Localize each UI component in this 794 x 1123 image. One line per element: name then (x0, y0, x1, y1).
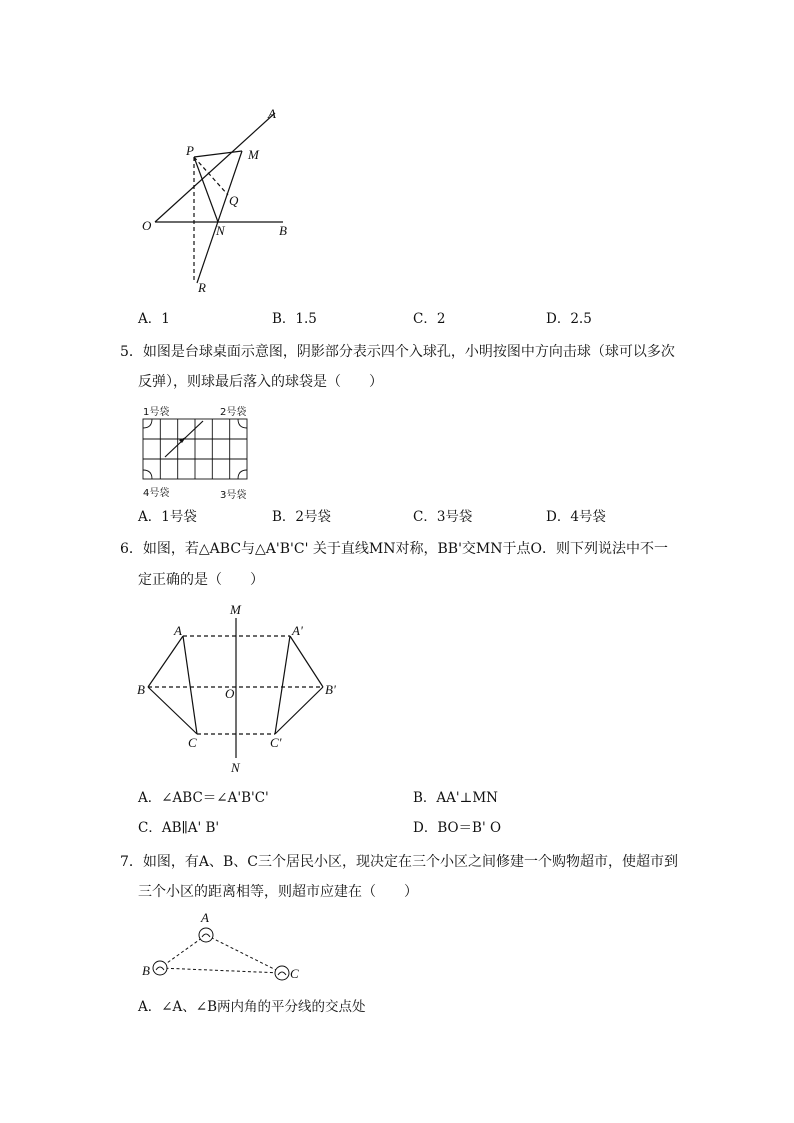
label-q: Q (229, 193, 239, 208)
label-b-prime: B' (325, 682, 336, 697)
label-n: N (231, 760, 240, 775)
q6-stem-line2: 定正确的是（ ） (138, 572, 264, 588)
segment-ac-dashed (206, 935, 282, 973)
segment-ab-dashed (160, 935, 206, 968)
q4-option-d[interactable]: D．2.5 (546, 311, 592, 327)
q4-option-c[interactable]: C．2 (413, 311, 446, 327)
q6-option-c[interactable]: C．AB∥A' B' (138, 820, 220, 836)
q5-option-d[interactable]: D．4号袋 (546, 509, 606, 525)
label-b: B (279, 223, 287, 238)
pocket-3 (238, 470, 247, 479)
q4-figure (130, 100, 300, 300)
q6-option-b[interactable]: B．AA'⊥MN (413, 790, 498, 806)
q6-option-d[interactable]: D．BO＝B' O (413, 820, 502, 836)
pocket-4-label: 4号袋 (143, 488, 170, 499)
segment-bc-dashed (160, 968, 282, 973)
label-c: C (290, 966, 299, 981)
segment-bc (148, 687, 197, 734)
label-o: O (142, 218, 152, 233)
segment-ab (148, 636, 183, 687)
area-c-circle (275, 966, 289, 980)
label-m: M (248, 147, 259, 162)
label-b: B (137, 682, 145, 697)
ray-oa (155, 113, 275, 222)
label-c-prime: C' (270, 735, 282, 750)
label-a-prime: A' (292, 623, 303, 638)
q6-option-a[interactable]: A．∠ABC＝∠A'B'C' (138, 790, 269, 806)
area-b-circle (153, 961, 167, 975)
label-a: A (268, 106, 276, 121)
label-m: M (230, 602, 241, 617)
pocket-3-label: 3号袋 (220, 490, 247, 501)
label-p: P (186, 143, 194, 158)
segment-ac (183, 636, 197, 734)
pocket-2 (238, 419, 247, 428)
q5-option-c[interactable]: C．3号袋 (413, 509, 473, 525)
q4-option-a[interactable]: A．1 (138, 311, 170, 327)
label-r: R (198, 280, 206, 295)
symmetry-figure (130, 600, 350, 780)
q7-stem-line2: 三个小区的距离相等，则超市应建在（ ） (138, 884, 418, 900)
label-c: C (188, 735, 197, 750)
q5-stem-line1: 5．如图是台球桌面示意图，阴影部分表示四个入球孔，小明按图中方向击球（球可以多次 (120, 344, 675, 360)
segment-a2b2 (290, 636, 323, 687)
q4-option-b[interactable]: B．1.5 (272, 311, 317, 327)
q5-option-b[interactable]: B．2号袋 (272, 509, 332, 525)
q5-option-a[interactable]: A．1号袋 (138, 509, 197, 525)
q5-stem-line2: 反弹），则球最后落入的球袋是（ ） (138, 374, 383, 390)
segment-a2c2 (275, 636, 290, 734)
pocket-4 (143, 470, 152, 479)
segment-pm (194, 151, 242, 157)
area-a-circle (199, 928, 213, 942)
q6-stem-line1: 6．如图，若△ABC与△A'B'C' 关于直线MN对称，BB'交MN于点O．则下列说法中不一 (120, 541, 668, 557)
q7-option-a[interactable]: A．∠A、∠B两内角的平分线的交点处 (138, 999, 366, 1015)
segment-mr (197, 151, 242, 283)
q7-stem-line1: 7．如图，有A、B、C三个居民小区，现决定在三个小区之间修建一个购物超市，使超市到 (120, 854, 679, 870)
label-b: B (142, 963, 150, 978)
label-o: O (225, 686, 235, 701)
segment-pn (194, 157, 218, 222)
label-n: N (216, 223, 225, 238)
label-a: A (174, 623, 182, 638)
pocket-1 (143, 419, 152, 428)
pocket-2-label: 2号袋 (220, 407, 247, 418)
segment-b2c2 (275, 687, 323, 734)
residential-areas-figure (135, 905, 310, 985)
billiard-table-figure (138, 414, 254, 484)
segment-pq-dashed (194, 157, 228, 195)
label-a: A (201, 910, 209, 925)
pocket-1-label: 1号袋 (143, 407, 170, 418)
